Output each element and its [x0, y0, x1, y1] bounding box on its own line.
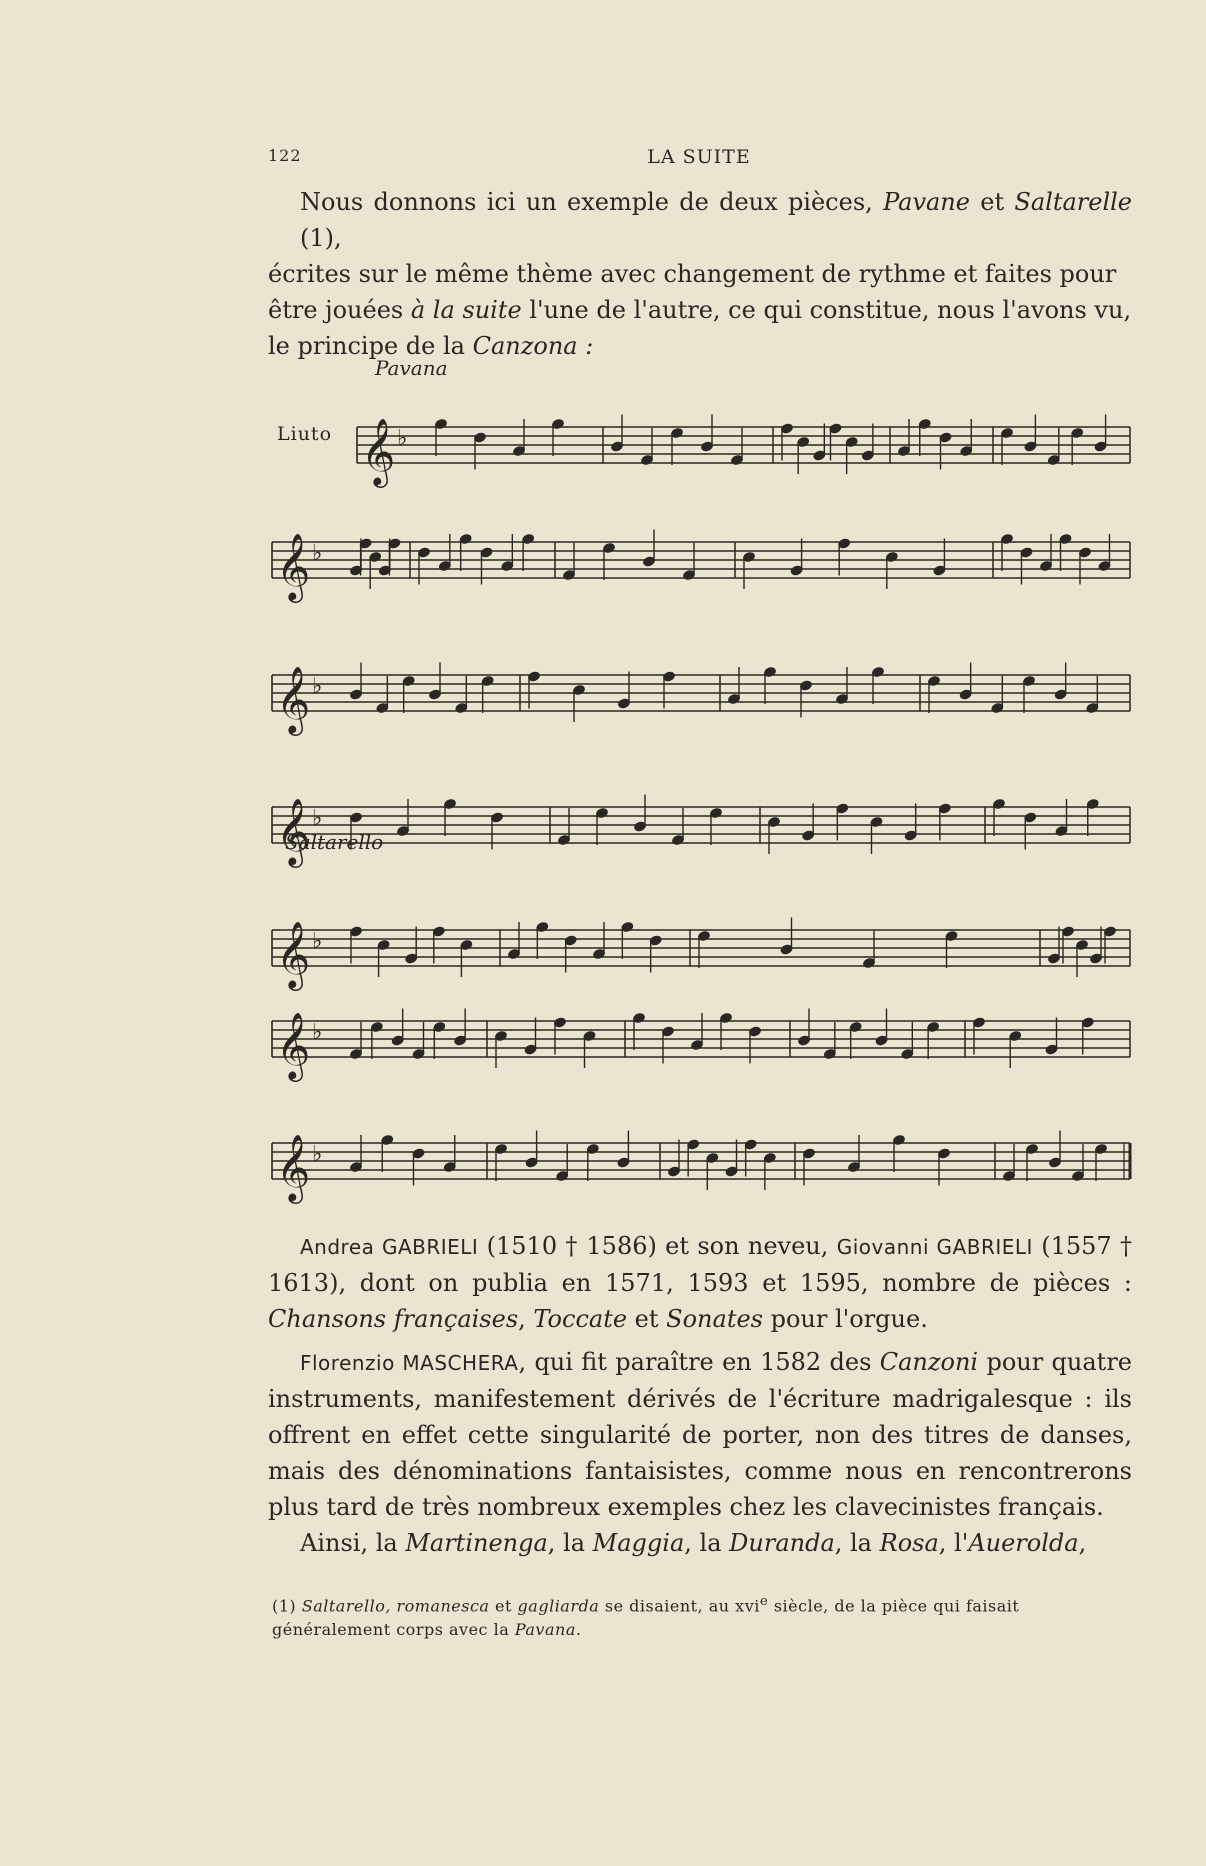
intro-line-3: être jouées à la suite l'une de l'autre, ce qui constitue, nous l'avons vu, [268, 296, 1132, 324]
instrument-label: Liuto [277, 423, 333, 445]
svg-text:♭: ♭ [312, 541, 323, 566]
intro-line-1: Nous donnons ici un exemple de deux pièces, Pavane et Saltarelle (1), [300, 188, 1132, 252]
staff-systems [272, 415, 1130, 1205]
page-number: 122 [268, 146, 302, 165]
intro-line-2: écrites sur le même thème avec changement de rythme et faites pour [268, 260, 1117, 288]
svg-text:♭: ♭ [312, 1142, 323, 1167]
svg-text:𝄞: 𝄞 [276, 920, 311, 988]
svg-text:𝄞: 𝄞 [276, 532, 311, 600]
svg-text:♭: ♭ [312, 1020, 323, 1045]
svg-text:𝄞: 𝄞 [361, 417, 396, 485]
paragraph-maschera: Florenzio MASCHERA, qui fit paraître en 1582 des Canzoni pour quatre instruments, manifestement dérivés de l'écriture madrigalesque : ils offrent en effet cette singularité de porter, non des titres de danses, mais des dénominations fantaisistes, comme nous en rencontrerons plus tard de très nombreux exemples chez les clavecinistes français. Ainsi, la Martinenga, la Maggia, la Duranda, la Rosa, l'Auerolda, [268, 1348, 1132, 1557]
svg-text:♭: ♭ [312, 806, 323, 831]
svg-text:𝄞: 𝄞 [276, 1133, 311, 1201]
svg-text:𝄞: 𝄞 [276, 797, 311, 865]
running-title: LA SUITE [647, 146, 751, 168]
svg-text:♭: ♭ [312, 929, 323, 954]
footnote: (1) Saltarello, romanesca et gagliarda se disaient, au xvi$^e$ siècle, de la pièce qui faisait généralement corps avec la Pavana. [272, 1594, 1020, 1640]
svg-text:♭: ♭ [397, 426, 408, 451]
paragraph-gabrieli: Andrea GABRIELI (1510 † 1586) et son neveu, Giovanni GABRIELI (1557 † 1613), dont on publia en 1571, 1593 et 1595, nombre de pièces : Chansons françaises, Toccate et Sonates pour l'orgue. [268, 1232, 1132, 1333]
saltarello-label: Saltarello [285, 830, 384, 854]
svg-text:𝄞: 𝄞 [276, 1011, 311, 1079]
svg-text:𝄞: 𝄞 [276, 665, 311, 733]
svg-text:♭: ♭ [312, 674, 323, 699]
intro-line-4: le principe de la Canzona : [268, 332, 594, 360]
pavana-label: Pavana [375, 356, 448, 380]
